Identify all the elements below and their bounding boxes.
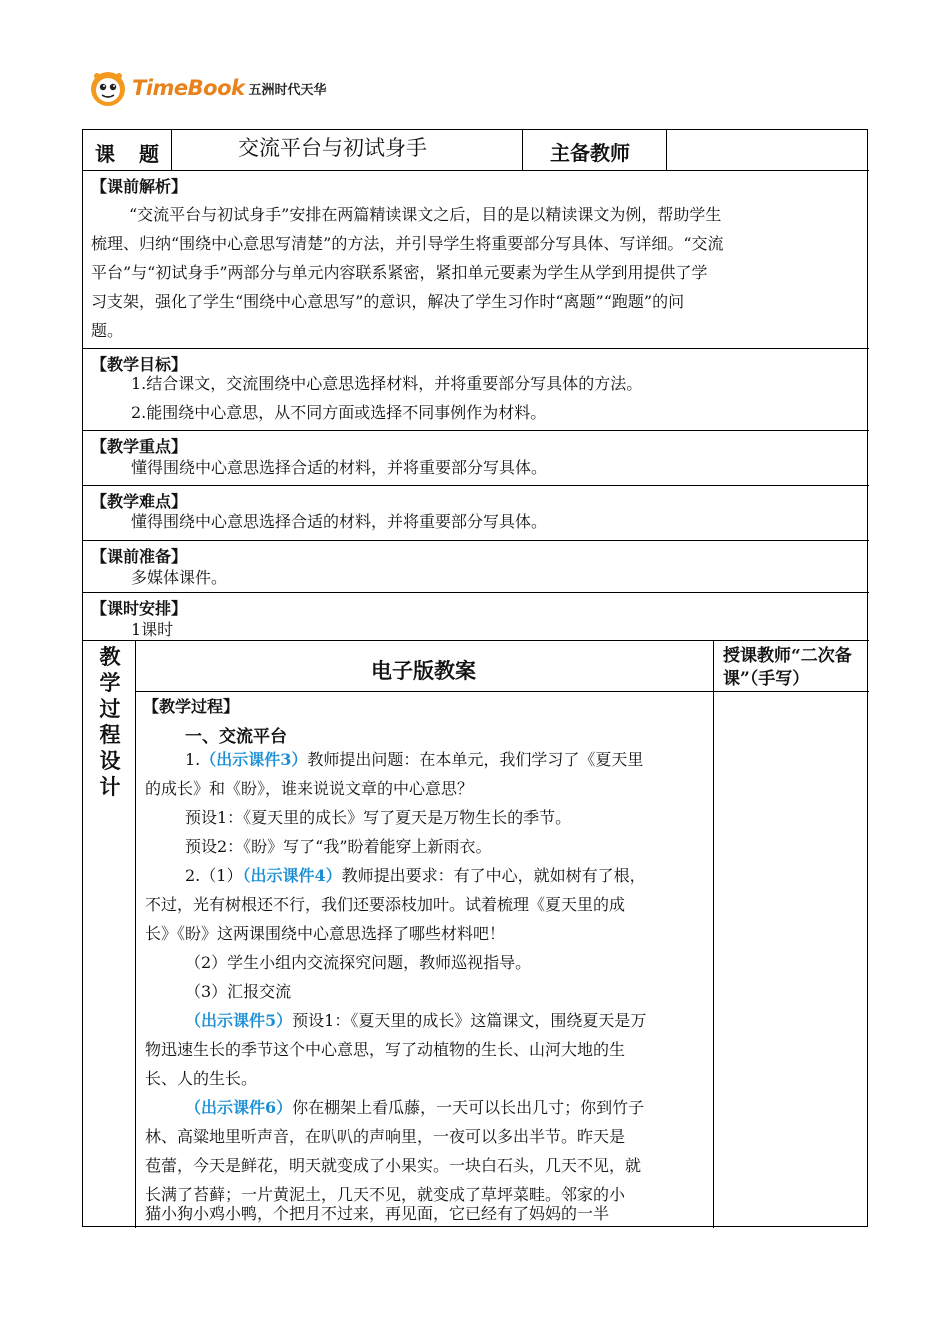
lesson-plan-table <box>82 129 868 1227</box>
process-line: （出示课件6）你在棚架上看瓜藤，一天可以长出几寸；你到竹子 <box>185 1098 645 1117</box>
side-char: 程 <box>99 722 121 747</box>
process-line: （出示课件5）预设1：《夏天里的成长》这篇课文，围绕夏天是万 <box>185 1011 647 1030</box>
schedule-text: 1课时 <box>131 620 174 639</box>
process-line: （2）学生小组内交流探究问题，教师巡视指导。 <box>185 953 532 972</box>
part1-title: 一、交流平台 <box>185 727 287 747</box>
logo-brand-text: TimeBook <box>132 76 245 100</box>
process-line: 预设2：《盼》写了“我”盼着能穿上新雨衣。 <box>185 837 492 856</box>
process-line: 苞蕾，今天是鲜花，明天就变成了小果实。一块白石头，几天不见，就 <box>145 1156 642 1175</box>
analysis-line-1: “交流平台与初试身手”安排在两篇精读课文之后，目的是以精读课文为例，帮助学生 <box>129 205 722 224</box>
prep-text: 多媒体课件。 <box>131 568 228 587</box>
analysis-line-2: 梳理、归纳“围绕中心意思写清楚”的方法，并引导学生将重要部分写具体、写详细。“交流 <box>91 234 724 253</box>
process-line: 长、人的生长。 <box>145 1069 258 1088</box>
process-line: 长》《盼》这两课围绕中心意思选择了哪些材料吧！ <box>145 924 506 943</box>
prep-title: 【课前准备】 <box>91 547 188 566</box>
side-char: 设 <box>99 748 121 773</box>
goals-title: 【教学目标】 <box>91 355 188 374</box>
teacher-label: 主备教师 <box>550 141 630 165</box>
difficulty-title: 【教学难点】 <box>91 492 188 511</box>
topic-title: 交流平台与初试身手 <box>238 136 427 160</box>
analysis-title: 【课前解析】 <box>91 177 188 196</box>
process-line: 猫小狗小鸡小鸭，个把月不过来，再见面，它已经有了妈妈的一半 <box>145 1204 610 1223</box>
timebook-logo <box>88 68 327 108</box>
key-text: 懂得围绕中心意思选择合适的材料，并将重要部分写具体。 <box>131 458 548 477</box>
process-line: 物迅速生长的季节这个中心意思，写了动植物的生长、山河大地的生 <box>145 1040 626 1059</box>
process-line: 的成长》和《盼》，谁来说说文章的中心意思？ <box>145 779 474 798</box>
handwrite-header: 授课教师“二次备课”（手写） <box>723 646 852 689</box>
electronic-plan-header: 电子版教案 <box>371 658 476 683</box>
goal-1: 1.结合课文，交流围绕中心意思选择材料，并将重要部分写具体的方法。 <box>131 374 643 393</box>
process-line: 2.（1）（出示课件4）教师提出要求：有了中心，就如树有了根， <box>185 866 646 885</box>
process-line: 1.（出示课件3）教师提出问题：在本单元，我们学习了《夏天里 <box>185 750 644 769</box>
goal-2: 2.能围绕中心意思，从不同方面或选择不同事例作为材料。 <box>131 403 547 422</box>
logo-cn-text: 五洲时代天华 <box>248 82 327 98</box>
logo-mascot-icon <box>88 68 128 108</box>
analysis-line-4: 习支架，强化了学生“围绕中心意思写”的意识，解决了学生习作时“离题”“跑题”的问 <box>91 292 685 311</box>
process-line: 长满了苔藓；一片黄泥土，几天不见，就变成了草坪菜畦。邻家的小 <box>145 1185 626 1204</box>
topic-label: 课 题 <box>95 142 161 166</box>
side-char: 教 <box>99 644 121 669</box>
difficulty-text: 懂得围绕中心意思选择合适的材料，并将重要部分写具体。 <box>131 512 548 531</box>
side-char: 过 <box>99 696 121 721</box>
process-line: 不过，光有树根还不行，我们还要添枝加叶。试着梳理《夏天里的成 <box>145 895 626 914</box>
schedule-title: 【课时安排】 <box>91 599 188 618</box>
process-line: （3）汇报交流 <box>185 982 292 1001</box>
key-title: 【教学重点】 <box>91 437 188 456</box>
analysis-line-5: 题。 <box>91 321 124 340</box>
process-side-label <box>93 644 127 800</box>
side-char: 学 <box>99 670 121 695</box>
process-line: 林、高粱地里听声音，在叭叭的声响里，一夜可以多出半节。昨天是 <box>145 1127 626 1146</box>
process-title: 【教学过程】 <box>143 697 240 716</box>
analysis-line-3: 平台”与“初试身手”两部分与单元内容联系紧密，紧扣单元要素为学生从学到用提供了学 <box>91 263 708 282</box>
process-line: 预设1：《夏天里的成长》写了夏天是万物生长的季节。 <box>185 808 572 827</box>
side-char: 计 <box>99 774 121 799</box>
